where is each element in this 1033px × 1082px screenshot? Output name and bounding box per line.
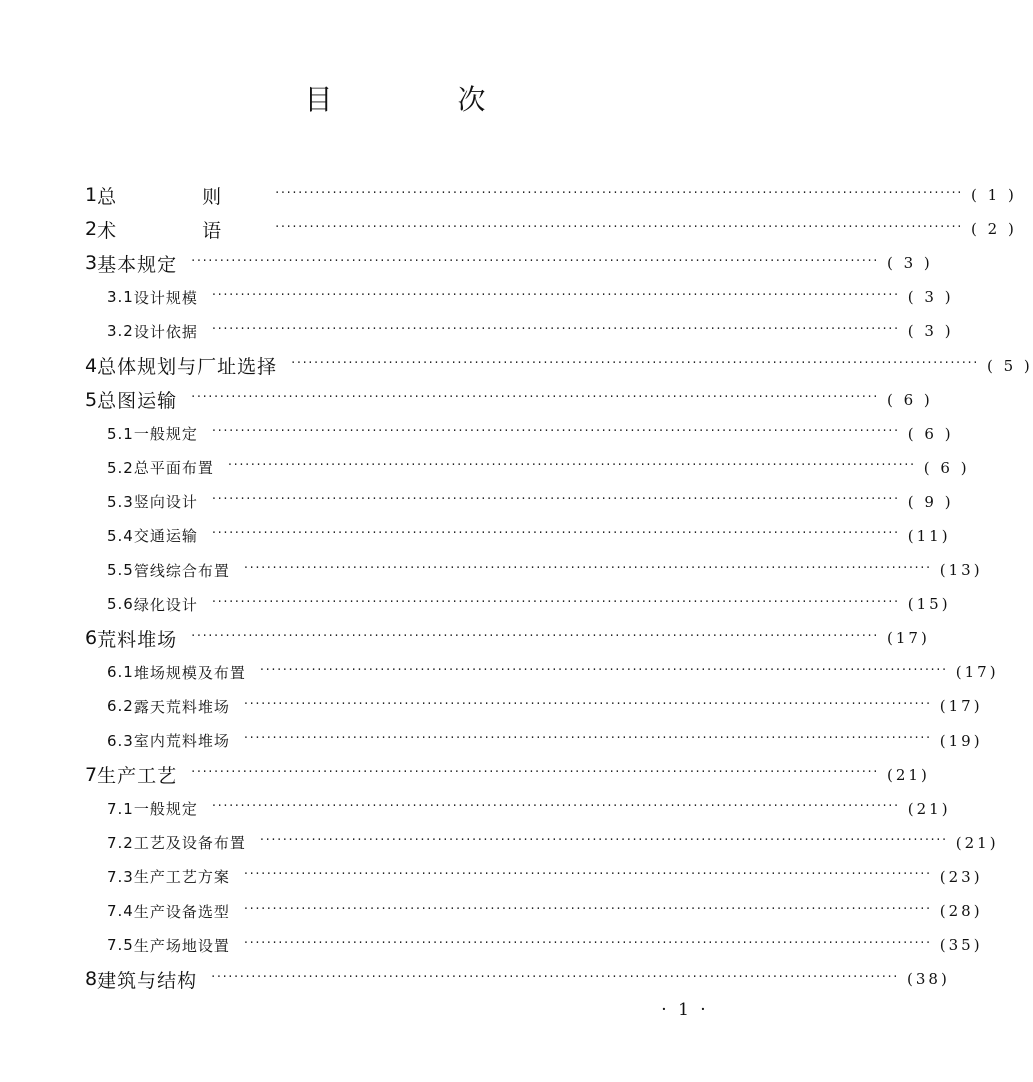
toc-entry-page: ( 1 ) [971, 186, 1017, 205]
toc-entry-page: (21) [907, 799, 951, 818]
toc-entry-title: 设计依据 [133, 322, 198, 341]
toc-leader-dots: ························································································································ [211, 424, 900, 440]
toc-entry-title: 生产工艺方案 [133, 868, 230, 887]
toc-leader-dots: ························································································································ [211, 594, 900, 610]
toc-entry-number: 5.1 [107, 424, 134, 443]
toc-leader-dots: ························································································································ [243, 696, 932, 712]
table-of-contents [0, 178, 1033, 996]
toc-leader-dots: ························································································································ [243, 731, 932, 747]
toc-entry-number: 6.1 [107, 663, 134, 682]
toc-entry-number: 7.1 [107, 799, 134, 818]
toc-entry [0, 758, 930, 792]
toc-entry-title: 荒料堆场 [97, 628, 178, 651]
toc-entry [0, 962, 950, 996]
toc-entry-number: 5.5 [107, 561, 134, 580]
page-title: 目 次 [304, 83, 544, 116]
toc-entry-page: ( 2 ) [971, 220, 1017, 239]
toc-entry-number: 7.4 [107, 902, 134, 921]
toc-entry-number: 3.1 [107, 288, 134, 307]
toc-leader-dots: ························································································································ [259, 662, 948, 678]
toc-entry-title: 绿化设计 [133, 595, 198, 614]
toc-entry-title: 生产场地设置 [133, 936, 230, 955]
toc-entry [0, 451, 970, 485]
toc-entry-page: (13) [939, 561, 983, 580]
toc-entry [0, 246, 933, 280]
toc-entry-number: 7 [85, 763, 98, 786]
toc-entry-number: 6.2 [107, 697, 134, 716]
toc-entry [0, 519, 951, 553]
toc-leader-dots: ························································································································ [191, 253, 879, 269]
toc-entry-number: 2 [85, 218, 98, 241]
toc-entry-page: (17) [887, 629, 930, 648]
toc-entry-title: 生产设备选型 [133, 902, 230, 921]
toc-entry-number: 1 [85, 184, 98, 207]
toc-entry-title: 一般规定 [133, 425, 198, 444]
toc-entry-title: 工艺及设备布置 [133, 834, 246, 853]
toc-entry-page: (23) [939, 867, 983, 886]
toc-entry [0, 485, 954, 519]
toc-leader-dots: ························································································································ [191, 390, 879, 406]
toc-entry [0, 212, 1017, 246]
toc-entry-number: 6 [85, 627, 98, 650]
toc-leader-dots: ························································································································ [243, 560, 932, 576]
toc-entry [0, 417, 954, 451]
toc-entry-title: 设计规模 [133, 288, 198, 307]
toc-leader-dots: ························································································································ [211, 321, 900, 337]
toc-entry-page: ( 3 ) [907, 288, 954, 307]
toc-entry-number: 5.6 [107, 595, 134, 614]
toc-entry [0, 178, 1017, 212]
toc-entry-page: (28) [939, 902, 983, 921]
toc-entry-number: 3 [85, 252, 98, 275]
toc-entry-title: 室内荒料堆场 [133, 732, 230, 751]
toc-entry-title: 竖向设计 [133, 493, 198, 512]
toc-entry-page: (19) [939, 731, 983, 750]
toc-entry-page: (35) [939, 936, 983, 955]
toc-entry-page: ( 5 ) [987, 356, 1033, 375]
toc-leader-dots: ························································································································ [243, 867, 932, 883]
toc-entry-title: 总图运输 [97, 390, 178, 413]
toc-entry [0, 280, 954, 314]
toc-entry [0, 655, 999, 689]
toc-entry [0, 553, 983, 587]
toc-entry-number: 7.3 [107, 867, 134, 886]
toc-entry-number: 5.3 [107, 492, 134, 511]
toc-entry-number: 3.2 [107, 322, 134, 341]
toc-entry-number: 4 [85, 354, 98, 377]
page-number-footer: · 1 · [661, 1000, 709, 1020]
toc-entry-number: 5 [85, 388, 98, 411]
toc-entry-page: ( 3 ) [907, 322, 954, 341]
toc-leader-dots: ························································································································ [291, 356, 979, 372]
toc-leader-dots: ························································································································ [211, 799, 900, 815]
toc-entry-title: 管线综合布置 [133, 561, 230, 580]
toc-entry-page: (15) [907, 595, 951, 614]
toc-entry-page: (17) [939, 697, 983, 716]
toc-entry-number: 7.5 [107, 936, 134, 955]
toc-entry [0, 860, 983, 894]
toc-entry-page: (21) [887, 765, 930, 784]
toc-entry-page: ( 6 ) [907, 424, 954, 443]
toc-entry [0, 348, 1033, 382]
toc-entry-title: 堆场规模及布置 [133, 663, 246, 682]
toc-leader-dots: ························································································································ [211, 969, 899, 985]
toc-entry [0, 894, 983, 928]
toc-entry-number: 5.2 [107, 458, 134, 477]
toc-entry [0, 314, 954, 348]
toc-entry-number: 5.4 [107, 526, 134, 545]
toc-entry-title: 生产工艺 [97, 765, 178, 788]
toc-entry-page: ( 6 ) [887, 390, 933, 409]
toc-leader-dots: ························································································································ [243, 901, 932, 917]
toc-entry-title: 露天荒料堆场 [133, 697, 230, 716]
toc-entry-number: 8 [85, 968, 98, 991]
toc-entry [0, 826, 999, 860]
toc-entry-page: (21) [955, 833, 999, 852]
toc-entry [0, 792, 951, 826]
toc-entry-title: 建筑与结构 [97, 969, 198, 992]
toc-entry-title: 一般规定 [133, 800, 198, 819]
toc-leader-dots: ························································································································ [211, 526, 900, 542]
toc-entry [0, 383, 933, 417]
toc-entry-title: 交通运输 [133, 527, 198, 546]
toc-entry [0, 689, 983, 723]
toc-leader-dots: ························································································································ [243, 935, 932, 951]
toc-entry-title: 总 则 [97, 185, 262, 208]
toc-leader-dots: ························································································································ [259, 833, 948, 849]
toc-entry-title: 总平面布置 [133, 459, 214, 478]
toc-entry [0, 928, 983, 962]
toc-entry-page: ( 3 ) [887, 254, 933, 273]
toc-leader-dots: ························································································································ [275, 219, 964, 235]
toc-entry-number: 6.3 [107, 731, 134, 750]
toc-entry-page: (38) [907, 970, 950, 989]
toc-leader-dots: ························································································································ [211, 287, 900, 303]
toc-entry [0, 724, 983, 758]
toc-entry [0, 587, 951, 621]
toc-entry-page: (17) [955, 663, 999, 682]
toc-entry-title: 术 语 [97, 219, 262, 242]
toc-leader-dots: ························································································································ [211, 492, 900, 508]
toc-leader-dots: ························································································································ [191, 765, 879, 781]
toc-entry-title: 总体规划与厂址选择 [97, 356, 278, 379]
toc-leader-dots: ························································································································ [191, 628, 879, 644]
toc-leader-dots: ························································································································ [227, 458, 916, 474]
toc-entry [0, 621, 930, 655]
toc-entry-number: 7.2 [107, 833, 134, 852]
toc-entry-title: 基本规定 [97, 253, 178, 276]
toc-entry-page: (11) [907, 526, 951, 545]
toc-leader-dots: ························································································································ [275, 185, 964, 201]
toc-entry-page: ( 9 ) [907, 492, 954, 511]
toc-entry-page: ( 6 ) [923, 458, 970, 477]
